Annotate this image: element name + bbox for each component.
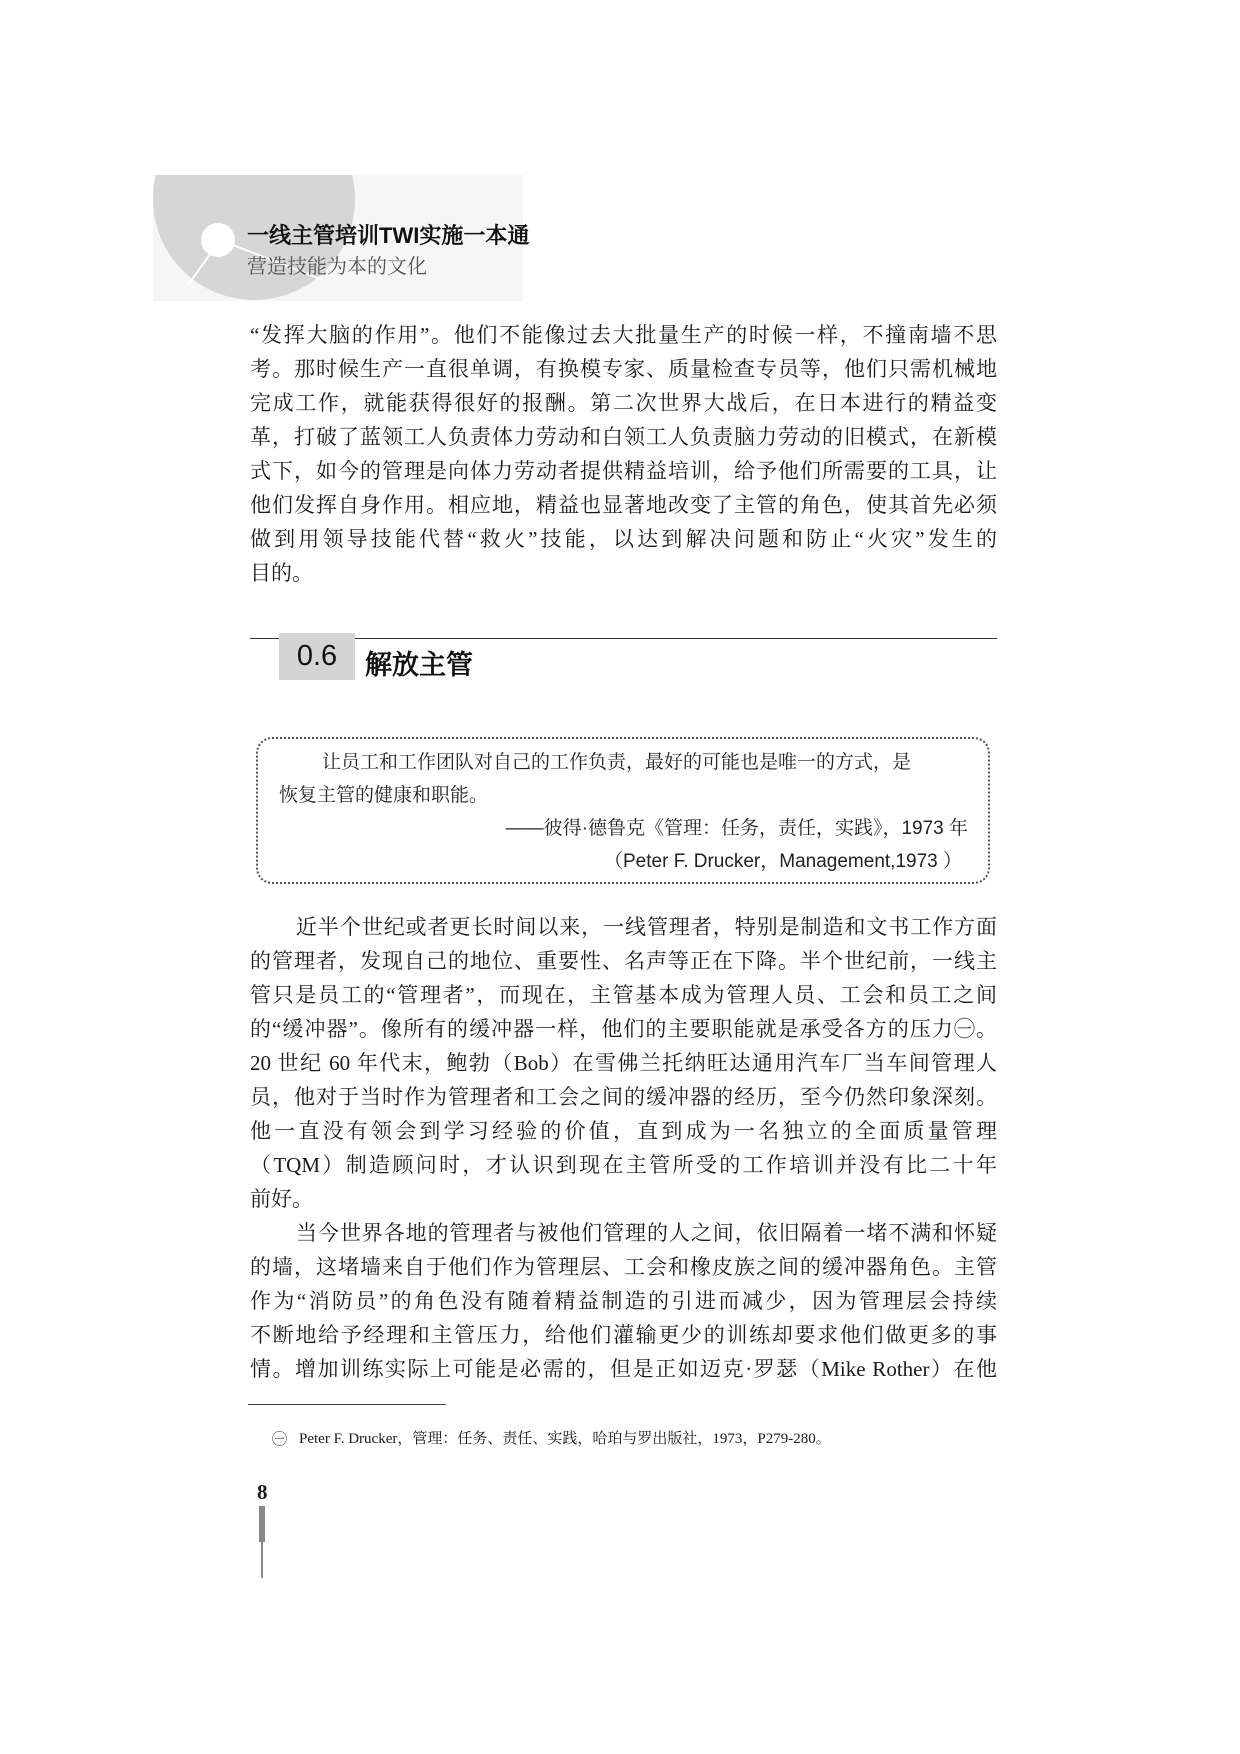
footnote-marker: ㊀: [272, 1432, 288, 1448]
footnote-text: Peter F. Drucker，管理：任务、责任、实践，哈珀与罗出版社，1973，P279-280。: [299, 1431, 831, 1447]
text-line: 作为“消防员”的角色没有随着精益制造的引进而减少，因为管理层会持续: [250, 1289, 997, 1313]
text-line: 完成工作，就能获得很好的报酬。第二次世界大战后，在日本进行的精益变: [250, 391, 997, 415]
epigraph-attribution-en: （Peter F. Drucker，Management,1973 ）: [604, 851, 962, 872]
text-line: 做到用领导技能代替“救火”技能，以达到解决问题和防止“火灾”发生的: [250, 527, 997, 551]
footnote-rule: [248, 1404, 446, 1405]
text-line: 他们发挥自身作用。相应地，精益也显著地改变了主管的角色，使其首先必须: [250, 493, 997, 517]
header-small-circle: [201, 223, 235, 257]
page-number: 8: [257, 1480, 268, 1504]
text-line: 的墙，这堵墙来自于他们作为管理层、工会和橡皮族之间的缓冲器角色。主管: [250, 1255, 997, 1279]
text-line: 不断地给予经理和主管压力，给他们灌输更少的训练却要求他们做更多的事: [250, 1323, 997, 1347]
text-line: “发挥大脑的作用”。他们不能像过去大批量生产的时候一样，不撞南墙不思: [250, 323, 997, 347]
page-marker-line: [261, 1542, 263, 1578]
text-line: 式下，如今的管理是向体力劳动者提供精益培训，给予他们所需要的工具，让: [250, 459, 997, 483]
section-rule: [250, 638, 997, 639]
epigraph-attribution: ——彼得·德鲁克《管理：任务，责任，实践》，1973 年: [505, 818, 968, 839]
text-line: 管只是员工的“管理者”，而现在，主管基本成为管理人员、工会和员工之间: [250, 983, 997, 1007]
text-line: 考。那时候生产一直很单调，有换模专家、质量检查专员等，他们只需机械地: [250, 357, 997, 381]
text-line: 20 世纪 60 年代末，鲍勃（Bob）在雪佛兰托纳旺达通用汽车厂当车间管理人: [250, 1051, 997, 1075]
book-title: 一线主管培训TWI实施一本通: [247, 223, 530, 248]
section-number: 0.6: [296, 640, 338, 672]
book-subtitle: 营造技能为本的文化: [247, 256, 427, 278]
text-line: 革，打破了蓝领工人负责体力劳动和白领工人负责脑力劳动的旧模式，在新模: [250, 425, 997, 449]
text-line: 员，他对于当时作为管理者和工会之间的缓冲器的经历，至今仍然印象深刻。: [250, 1085, 997, 1109]
text-line: 近半个世纪或者更长时间以来，一线管理者，特别是制造和文书工作方面: [296, 915, 997, 939]
text-line: 他一直没有领会到学习经验的价值，直到成为一名独立的全面质量管理: [250, 1119, 997, 1143]
epigraph-line: 恢复主管的健康和职能。: [279, 785, 489, 806]
text-line: 目的。: [250, 561, 313, 585]
text-line: 当今世界各地的管理者与被他们管理的人之间，依旧隔着一堵不满和怀疑: [296, 1221, 997, 1245]
section-title: 解放主管: [365, 650, 473, 680]
page-marker-bar: [259, 1506, 265, 1542]
epigraph-line: 让员工和工作团队对自己的工作负责，最好的可能也是唯一的方式，是: [322, 752, 912, 773]
text-line: 的管理者，发现自己的地位、重要性、名声等正在下降。半个世纪前，一线主: [250, 949, 997, 973]
text-line: （TQM）制造顾问时，才认识到现在主管所受的工作培训并没有比二十年: [250, 1153, 997, 1177]
text-line: 情。增加训练实际上可能是必需的，但是正如迈克·罗瑟（Mike Rother）在他: [250, 1357, 997, 1381]
text-line: 前好。: [250, 1187, 313, 1211]
text-line: 的“缓冲器”。像所有的缓冲器一样，他们的主要职能就是承受各方的压力㊀。: [250, 1017, 997, 1041]
